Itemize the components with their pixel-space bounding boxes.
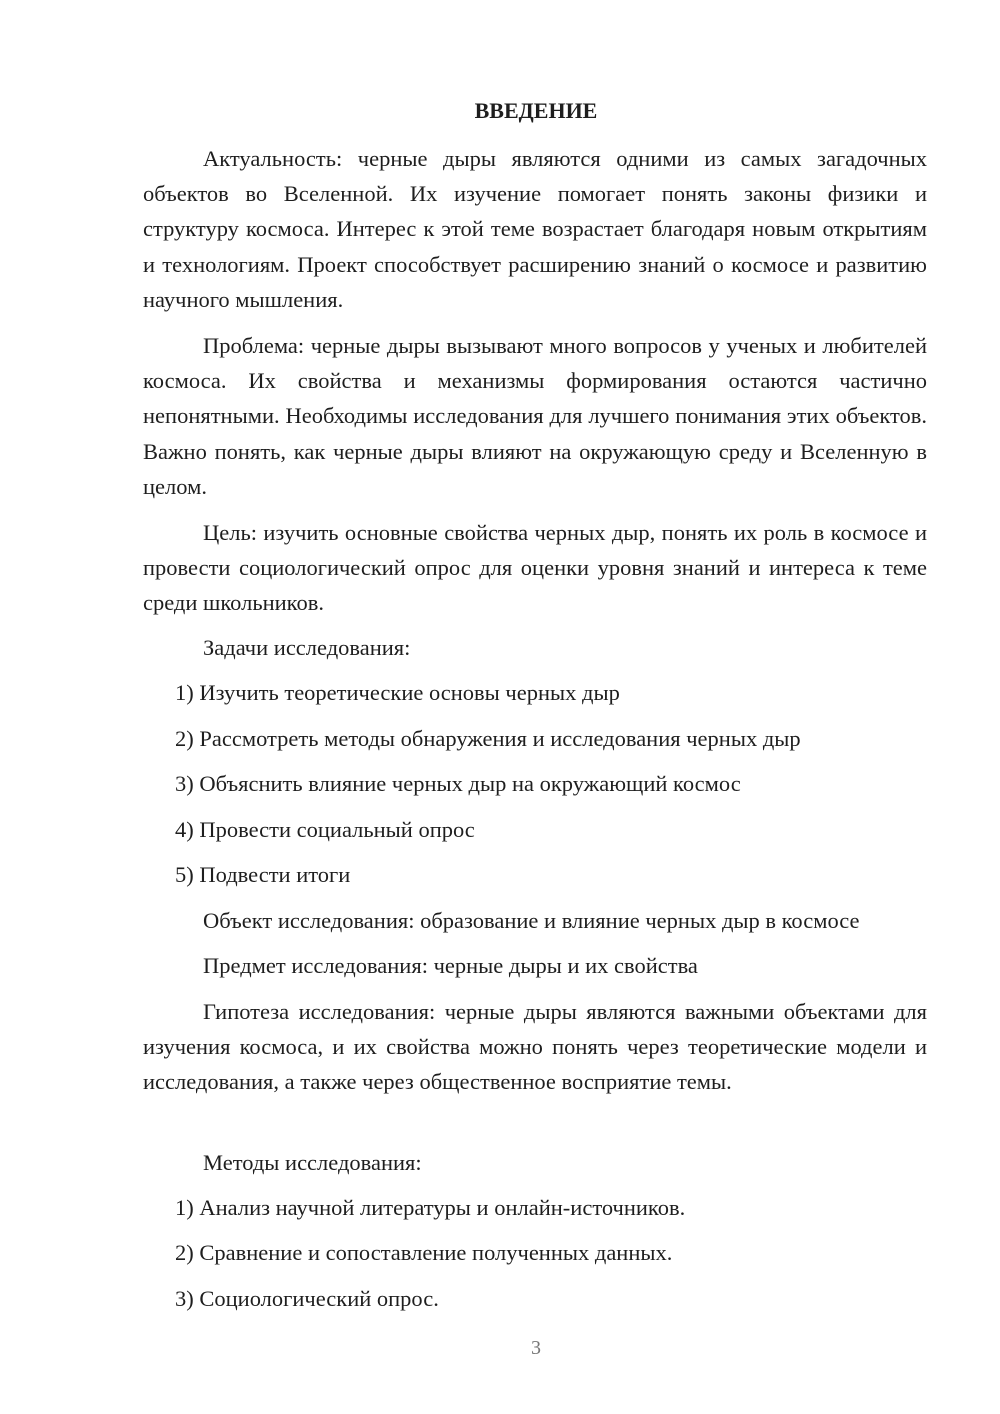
research-object: Объект исследования: образование и влияние черных дыр в космосе xyxy=(203,908,860,933)
method-item: 1) Анализ научной литературы и онлайн-источников. xyxy=(175,1195,686,1220)
paragraph-relevance: Актуальность: черные дыры являются одними из самых загадочных объектов во Вселенной. Их изучение помогает понять законы физики и структуру космоса. Интерес к этой теме возрастает благодаря новым открытиям и технологиям. Проект способствует расширению знаний о космосе и развитию научного мышления. xyxy=(143,146,927,312)
page-title: ВВЕДЕНИЕ xyxy=(474,98,598,123)
paragraph-problem: Проблема: черные дыры вызывают много вопросов у ученых и любителей космоса. Их свойства и механизмы формирования остаются частично непонятными. Необходимы исследования для лучшего понимания этих объектов. Важно понять, как черные дыры влияют на окружающую среду и Вселенную в целом. xyxy=(143,333,927,499)
task-item: 4) Провести социальный опрос xyxy=(175,817,475,842)
page-number: 3 xyxy=(531,1337,541,1359)
task-item: 1) Изучить теоретические основы черных дыр xyxy=(175,680,620,705)
research-subject: Предмет исследования: черные дыры и их свойства xyxy=(203,953,698,978)
task-item: 2) Рассмотреть методы обнаружения и исследования черных дыр xyxy=(175,726,801,751)
tasks-heading: Задачи исследования: xyxy=(203,635,411,660)
task-item: 5) Подвести итоги xyxy=(175,862,351,887)
paragraph-goal: Цель: изучить основные свойства черных дыр, понять их роль в космосе и провести социологический опрос для оценки уровня знаний и интереса к теме среди школьников. xyxy=(143,520,927,616)
paragraph-hypothesis: Гипотеза исследования: черные дыры являются важными объектами для изучения космоса, и их свойства можно понять через теоретические модели и исследования, а также через общественное восприятие темы. xyxy=(143,999,927,1095)
method-item: 2) Сравнение и сопоставление полученных данных. xyxy=(175,1240,673,1265)
methods-heading: Методы исследования: xyxy=(203,1150,422,1175)
task-item: 3) Объяснить влияние черных дыр на окружающий космос xyxy=(175,771,741,796)
method-item: 3) Социологический опрос. xyxy=(175,1286,439,1311)
